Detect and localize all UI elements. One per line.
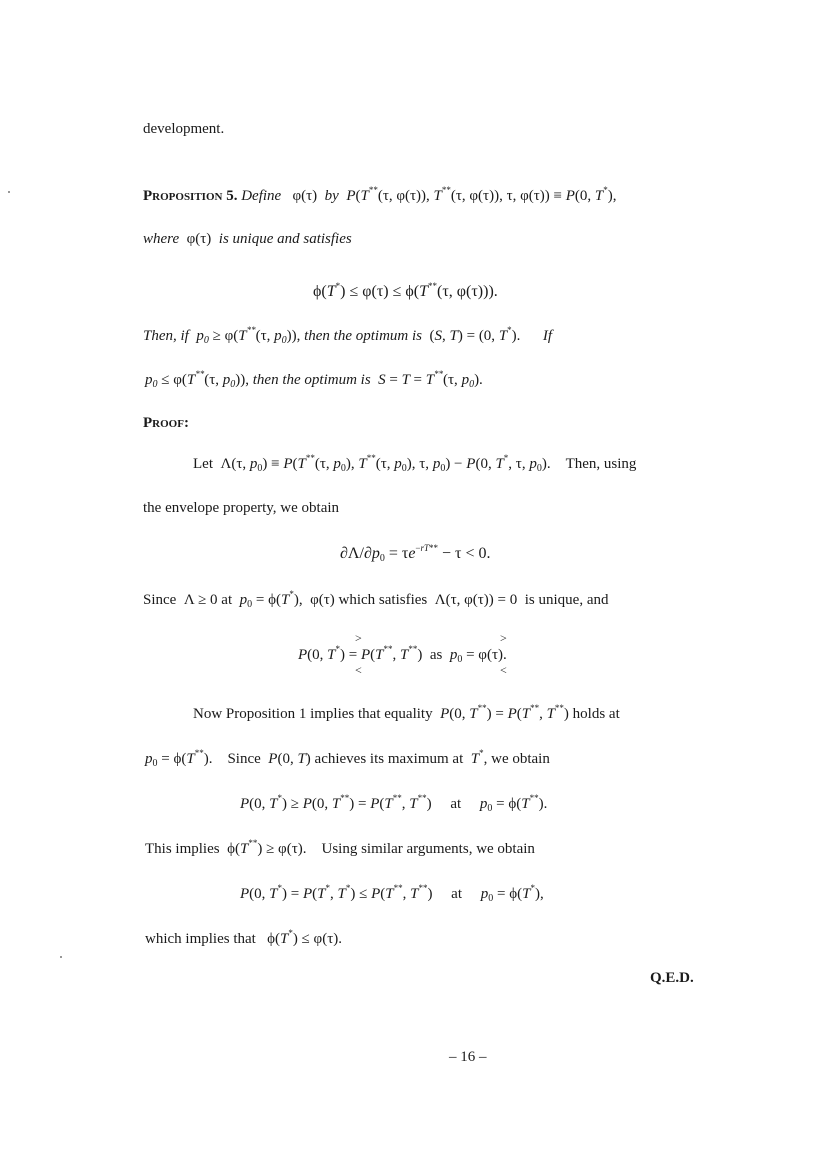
by-word: by: [324, 188, 339, 204]
proof-now-line: Now Proposition 1 implies that equality P(0, T**) = P(T**, T**) holds at: [193, 703, 620, 722]
proof-envelope-line: the envelope property, we obtain: [143, 500, 340, 516]
stack-lt-right: <: [500, 663, 507, 677]
proposition-second-line: $p_0 \le \varphi(T^{**}(\tau$, $p_0$)), then the optimum is S = T = T**(τ, $p_0$).: [145, 369, 483, 390]
define-word: Define: [241, 188, 282, 204]
page-number: – 16 –: [449, 1049, 487, 1065]
stack-gt-left: >: [355, 631, 362, 645]
def-expr-right: P(T**(τ, φ(τ)), T**(τ, φ(τ)), τ, φ(τ)) ≡ P(0, T*),: [346, 185, 617, 204]
proposition-display-inequality: ϕ(T*) ≤ φ(τ) ≤ ϕ(T**(τ, φ(τ))).: [313, 281, 498, 300]
proposition-header: [143, 185, 617, 204]
continued-text: development.: [143, 121, 225, 137]
proof-comparison-display: P(0, T*) = P(T**, T**) as $p_0 = \varphi(\tau)$.: [298, 644, 507, 665]
proof-p0-line: $p_0 = \phi(T^{**})$. Since P(0, T) achieves its maximum at T*, we obtain: [145, 748, 550, 769]
proof-label: Proof:: [143, 415, 189, 431]
proof-inequality-2: P(0, T*) = P(T*, T*) ≤ P(T**, T**) at $p_0 = \phi(T^*)$,: [240, 883, 544, 904]
proposition-label: Proposition 5.: [143, 188, 238, 204]
proof-inequality-1: P(0, T*) ≥ P(0, T**) = P(T**, T**) at $p_0 = \phi(T^{**})$.: [240, 793, 548, 814]
proof-implies-line: This implies ϕ(T**) ≥ φ(τ). Using similar arguments, we obtain: [145, 838, 535, 857]
proof-derivative: $\partial\Lambda/\partial p_0 = \tau e^{-rT**} - \tau < 0$.: [340, 543, 491, 564]
proposition-then-line: Then, if $p_0 \ge \varphi(T^{**}(\tau$, $p_0$)), then the optimum is (S, T) = (0, T*). If: [143, 325, 553, 346]
proof-final-line: which implies that ϕ(T*) ≤ φ(τ).: [145, 928, 342, 947]
proof-since-line: Since Λ ≥ 0 at $p_0 = \phi(T^*)$, φ(τ) which satisfies Λ(τ, φ(τ)) = 0 is unique, and: [143, 589, 609, 610]
stack-lt-left: <: [355, 663, 362, 677]
proof-let-line: Let Λ(τ, $p_0) \equiv P(T^{**}(\tau$, $p_0$), T**(τ, $p_0$), τ, $p_0) - P(0$, T*, τ, $p_0$). Then, using: [193, 453, 637, 474]
proposition-where-line: where φ(τ) is unique and satisfies: [143, 231, 352, 247]
scan-speck: [8, 191, 10, 193]
stack-gt-right: >: [500, 631, 507, 645]
qed-mark: Q.E.D.: [650, 970, 694, 986]
scan-speck: [60, 956, 62, 958]
def-expr-left: φ(τ): [292, 188, 318, 204]
final-text: which implies that: [145, 931, 256, 947]
